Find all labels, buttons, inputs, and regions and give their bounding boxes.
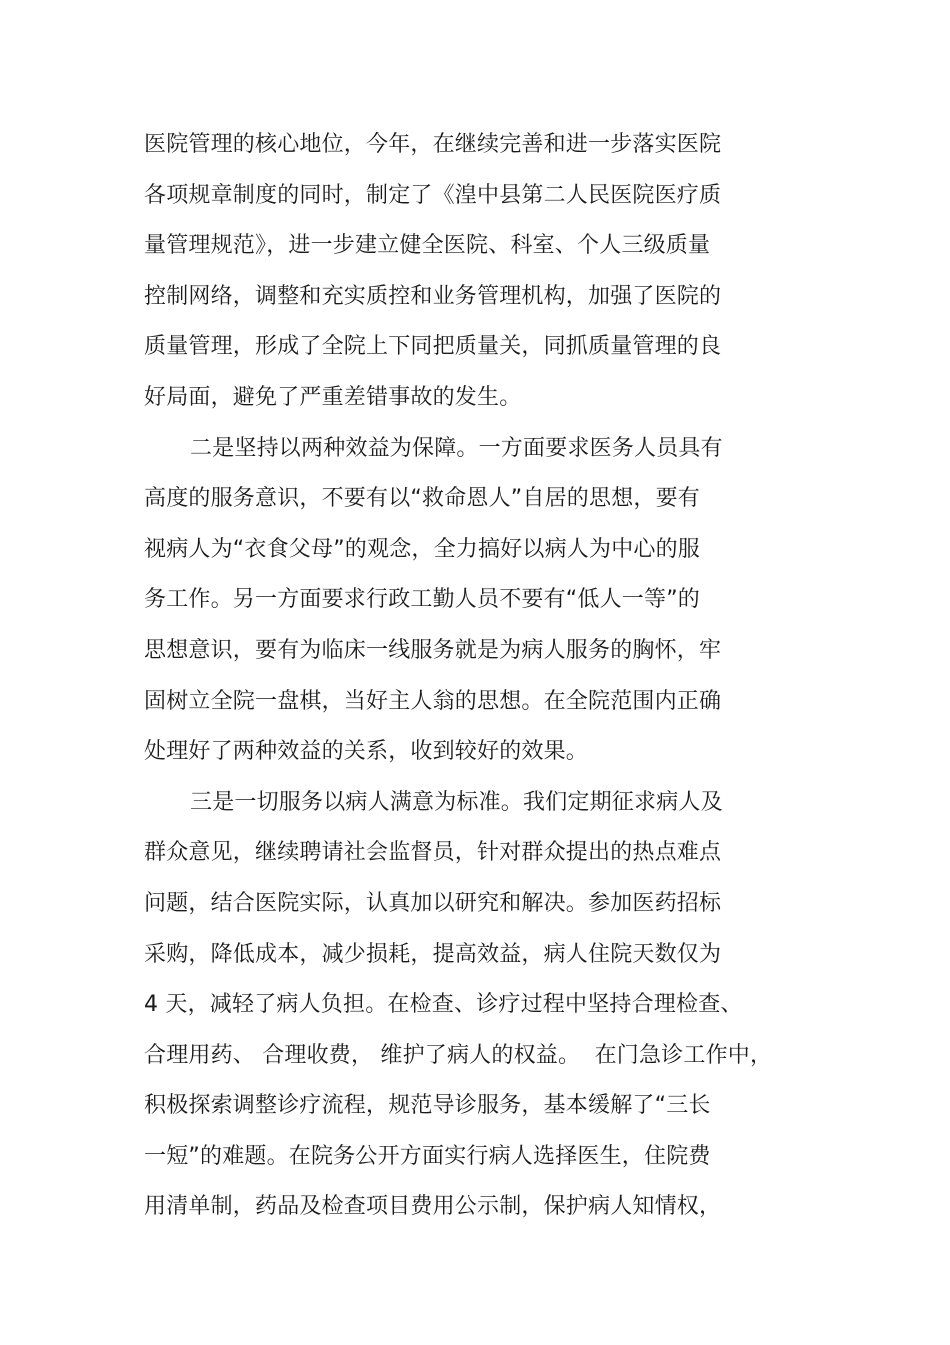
text-line: 高度的服务意识，不要有以“救命恩人”自居的思想，要有 <box>144 486 700 512</box>
paragraph-start-line: 二是坚持以两种效益为保障。一方面要求医务人员具有 <box>190 435 723 461</box>
text-line: 视病人为“衣食父母”的观念，全力搞好以病人为中心的服 <box>144 536 700 562</box>
text-line: 好局面，避免了严重差错事故的发生。 <box>144 384 522 410</box>
text-line: 思想意识，要有为临床一线服务就是为病人服务的胸怀，牢 <box>144 637 722 663</box>
text-line: 群众意见，继续聘请社会监督员，针对群众提出的热点难点 <box>144 840 722 866</box>
text-line: 务工作。另一方面要求行政工勤人员不要有“低人一等”的 <box>144 587 700 613</box>
text-line: 积极探索调整诊疗流程，规范导诊服务，基本缓解了“三长 <box>144 1093 711 1119</box>
text-line: 质量管理，形成了全院上下同把质量关，同抓质量管理的良 <box>144 334 722 360</box>
text-line: 问题，结合医院实际，认真加以研究和解决。参加医药招标 <box>144 890 722 916</box>
text-line: 各项规章制度的同时，制定了《湟中县第二人民医院医疗质 <box>144 182 722 208</box>
text-line: 合理用药、 合理收费， 维护了病人的权益。 在门急诊工作中， <box>144 1042 773 1068</box>
text-line: 处理好了两种效益的关系，收到较好的效果。 <box>144 739 589 765</box>
text-line: 4 天，减轻了病人负担。在检查、诊疗过程中坚持合理检查、 <box>144 992 743 1018</box>
text-line: 固树立全院一盘棋，当好主人翁的思想。在全院范围内正确 <box>144 688 722 714</box>
text-line: 量管理规范》，进一步建立健全医院、科室、个人三级质量 <box>144 233 711 259</box>
text-line: 医院管理的核心地位，今年，在继续完善和进一步落实医院 <box>144 132 722 157</box>
document-body <box>144 120 844 1233</box>
text-line: 一短”的难题。在院务公开方面实行病人选择医生，住院费 <box>144 1143 711 1169</box>
text-line: 采购，降低成本，减少损耗，提高效益，病人住院天数仅为 <box>144 941 722 967</box>
text-line: 控制网络，调整和充实质控和业务管理机构，加强了医院的 <box>144 283 722 309</box>
paragraph-start-line: 三是一切服务以病人满意为标准。我们定期征求病人及 <box>190 789 723 815</box>
text-line: 用清单制，药品及检查项目费用公示制，保护病人知情权， <box>144 1194 722 1220</box>
